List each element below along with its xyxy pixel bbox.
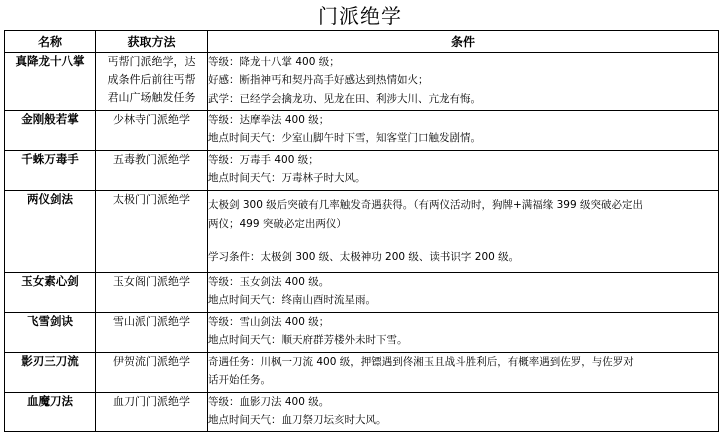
table-row <box>5 53 719 111</box>
condition-line <box>208 234 718 248</box>
condition-line: 等级：达摩拳法 400 级； <box>208 114 330 126</box>
method-line: 太极门门派绝学 <box>113 193 190 206</box>
skill-name: 金刚般若掌 <box>5 111 96 151</box>
condition-line: 等级：玉女剑法 400 级。 <box>208 276 330 288</box>
acquire-method <box>96 353 208 393</box>
acquire-method <box>96 191 208 273</box>
skill-name: 两仪剑法 <box>5 191 96 273</box>
acquire-method <box>96 273 208 313</box>
conditions <box>208 191 719 273</box>
condition-line: 好感：断指神丐和契丹高手好感达到热情如火； <box>208 74 429 87</box>
method-line: 少林寺门派绝学 <box>113 113 190 126</box>
acquire-method <box>96 53 208 111</box>
condition-line: 等级：降龙十八掌 400 级； <box>208 56 340 68</box>
condition-line: 武学：已经学会擒龙功、见龙在田、利涉大川、亢龙有悔。 <box>208 92 481 105</box>
condition-line: 等级：万毒手 400 级； <box>208 154 319 166</box>
skill-name: 玉女素心剑 <box>5 273 96 313</box>
condition-line: 两仪；499 突破必定出两仪） <box>208 218 347 230</box>
condition-line: 太极剑 300 级后突破有几率触发奇遇获得。（有两仪活动时，狗牌+满福缘 399 级突破必定出 <box>208 199 643 211</box>
method-line: 五毒教门派绝学 <box>113 153 190 166</box>
column-header-conditions: 条件 <box>208 31 719 53</box>
method-line: 玉女阁门派绝学 <box>113 275 190 288</box>
condition-line: 话开始任务。 <box>208 374 271 387</box>
table-row <box>5 111 719 151</box>
condition-line: 地点时间天气：万毒林子时大风。 <box>208 172 366 185</box>
method-line: 丐帮门派绝学，达 <box>107 55 196 68</box>
skill-name: 千蛛万毒手 <box>5 151 96 191</box>
table-row <box>5 191 719 273</box>
condition-line: 等级：血影刀法 400 级。 <box>208 396 330 408</box>
table-row <box>5 273 719 313</box>
acquire-method <box>96 393 208 432</box>
method-line: 伊贺流门派绝学 <box>113 355 190 368</box>
conditions <box>208 53 719 111</box>
conditions <box>208 273 719 313</box>
skills-table <box>4 30 719 432</box>
conditions <box>208 151 719 191</box>
acquire-method <box>96 111 208 151</box>
column-header-method: 获取方法 <box>96 31 208 53</box>
conditions <box>208 393 719 432</box>
method-line: 君山广场触发任务 <box>107 91 196 104</box>
method-line: 雪山派门派绝学 <box>113 315 190 328</box>
skill-name: 飞雪剑诀 <box>5 313 96 353</box>
condition-line: 地点时间天气：终南山酉时流星雨。 <box>208 294 376 307</box>
acquire-method <box>96 313 208 353</box>
conditions <box>208 353 719 393</box>
skill-name: 影刃三刀流 <box>5 353 96 393</box>
table-row <box>5 151 719 191</box>
column-header-name: 名称 <box>5 31 96 53</box>
conditions <box>208 111 719 151</box>
table-header-row <box>5 31 719 53</box>
skill-name: 血魔刀法 <box>5 393 96 432</box>
condition-line: 地点时间天气：顺天府群芳楼外未时下雪。 <box>208 334 408 347</box>
table-row <box>5 353 719 393</box>
condition-line: 地点时间天气：少室山脚午时下雪，知客堂门口触发剧情。 <box>208 132 481 145</box>
method-line: 血刀门门派绝学 <box>113 395 190 408</box>
conditions <box>208 313 719 353</box>
skill-name: 真降龙十八掌 <box>5 53 96 111</box>
condition-line: 等级：雪山剑法 400 级； <box>208 316 330 328</box>
page-title: 门派绝学 <box>318 4 402 28</box>
table-row <box>5 393 719 432</box>
acquire-method <box>96 151 208 191</box>
condition-line: 地点时间天气：血刀祭刀坛亥时大风。 <box>208 414 387 427</box>
condition-line: 奇遇任务：川枫一刀流 400 级，押镖遇到佟湘玉且战斗胜利后，有概率遇到佐罗，与佐罗对 <box>208 356 634 368</box>
condition-line: 学习条件：太极剑 300 级、太极神功 200 级、读书识字 200 级。 <box>208 251 520 263</box>
method-line: 成条件后前往丐帮 <box>107 73 196 86</box>
table-row <box>5 313 719 353</box>
